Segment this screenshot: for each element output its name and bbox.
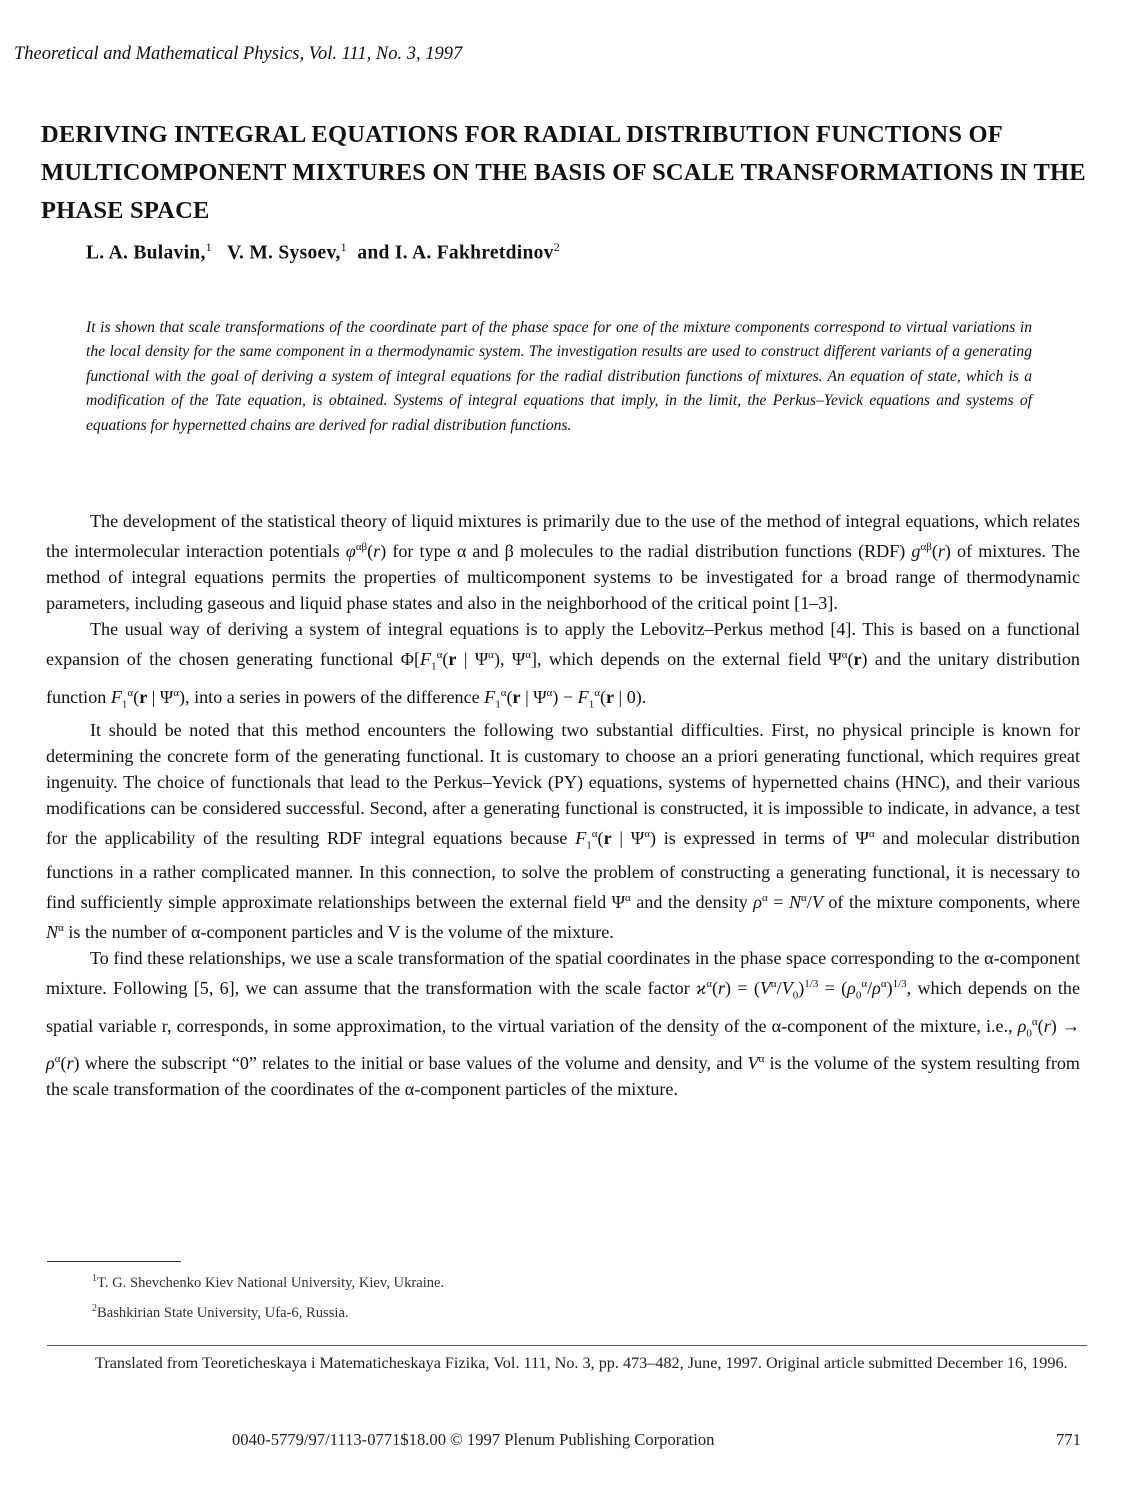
affiliation-mark: 1	[340, 240, 347, 254]
footnote: $^2$Bashkirian State University, Ufa-6, Russia.	[92, 1302, 349, 1321]
translation-note: Translated from Teoreticheskaya i Matematicheskaya Fizika, Vol. 111, No. 3, pp. 473–482, June, 1997. Original article submitted December 16, 1996.	[95, 1354, 1068, 1372]
author-name: and I. A. Fakhretdinov	[357, 242, 554, 264]
page-number: 771	[1056, 1430, 1081, 1449]
footnote-rule	[47, 1261, 181, 1262]
author-name: V. M. Sysoev,	[227, 242, 341, 264]
footnotes	[92, 1266, 444, 1326]
journal-header: Theoretical and Mathematical Physics, Vol. 111, No. 3, 1997	[14, 44, 463, 64]
copyright-line: 0040-5779/97/1113-0771$18.00 © 1997 Plenum Publishing Corporation	[232, 1430, 715, 1449]
paper-title: DERIVING INTEGRAL EQUATIONS FOR RADIAL DISTRIBUTION FUNCTIONS OF MULTICOMPONENT MIXTURES ON THE BASIS OF SCALE TRANSFORMATIONS IN THE PHASE SPACE	[41, 121, 1086, 224]
translation-rule	[47, 1345, 1087, 1346]
author-name: L. A. Bulavin,	[86, 242, 206, 264]
author-list	[86, 240, 560, 265]
body-text	[46, 508, 1080, 1102]
paragraph: It should be noted that this method encounters the following two substantial difficulties. First, no physical principle is known for determining the concrete form of the generating functional. It is customary to choose an a priori generating functional, which requires great ingenuity. The choice of functionals that lead to the Perkus–Yevick (PY) equations, systems of hypernetted chains (HNC), and their various modifications can be considered successful. Second, after a generating functional is constructed, it is impossible to indicate, in advance, a test for the applicability of the resulting RDF integral equations because $F_1^\alpha(r$ | $\Psi^\alpha$) is expressed in terms of $\Psi^\alpha$ and molecular distribution functions in a rather complicated manner. In this connection, to solve the problem of constructing a generating functional, it is necessary to find sufficiently simple approximate relationships between the external field $\Psi^\alpha$ and the density $\rho^\alpha = N^\alpha/V$ of the mixture components, where $N^\alpha$ is the number of α-component particles and V is the volume of the mixture.	[46, 720, 1080, 943]
abstract: It is shown that scale transformations of the coordinate part of the phase space for one of the mixture components correspond to virtual variations in the local density for the same component in a thermodynamic system. The investigation results are used to construct different variants of a generating functional with the goal of deriving a system of integral equations for the radial distribution functions of mixtures. An equation of state, which is a modification of the Tate equation, is obtained. Systems of integral equations that imply, in the limit, the Perkus–Yevick equations and systems of equations for hypernetted chains are derived for radial distribution functions.	[86, 319, 1032, 434]
affiliation-mark: 2	[553, 240, 561, 254]
paragraph: The development of the statistical theory of liquid mixtures is primarily due to the use of the method of integral equations, which relates the intermolecular interaction potentials $\varphi^{\alpha\beta}(r)$ for type α and β molecules to the radial distribution functions (RDF) $g^{\alpha\beta}(r)$ of mixtures. The method of integral equations permits the properties of multicomponent systems to be investigated for a broad range of thermodynamic parameters, including gaseous and liquid phase states and also in the neighborhood of the critical point [1–3].	[46, 511, 1080, 614]
affiliation-mark: 1	[205, 240, 212, 254]
footnote: $^1$T. G. Shevchenko Kiev National University, Kiev, Ukraine.	[92, 1273, 445, 1291]
paragraph: To find these relationships, we use a scale transformation of the spatial coordinates in the phase space corresponding to the α-component mixture. Following [5, 6], we can assume that the transformation with the scale factor $ϰ^\alpha(r) = (V^\alpha/V_0)^{1/3} = (\rho_0^\alpha/\rho^\alpha)^{1/3}$, which depends on the spatial variable r, corresponds, in some approximation, to the virtual variation of the density of the α-component of the mixture, i.e., $\rho_0^\alpha(r) \to \rho^\alpha(r)$ where the subscript “0” relates to the initial or base values of the volume and density, and $V^\alpha$ is the volume of the system resulting from the scale transformation of the coordinates of the α-component particles of the mixture.	[46, 948, 1080, 1100]
paragraph: The usual way of deriving a system of integral equations is to apply the Lebovitz–Perkus method [4]. This is based on a functional expansion of the chosen generating functional $\Phi[F_1^\alpha(r$ | $\Psi^\alpha$), $\Psi^\alpha$], which depends on the external field $\Psi^\alpha(r)$ and the unitary distribution function $F_1^\alpha(r$ | $\Psi^\alpha$), into a series in powers of the difference $F_1^\alpha(r$ | $\Psi^\alpha) - F_1^\alpha(r$ | 0).	[46, 619, 1080, 711]
